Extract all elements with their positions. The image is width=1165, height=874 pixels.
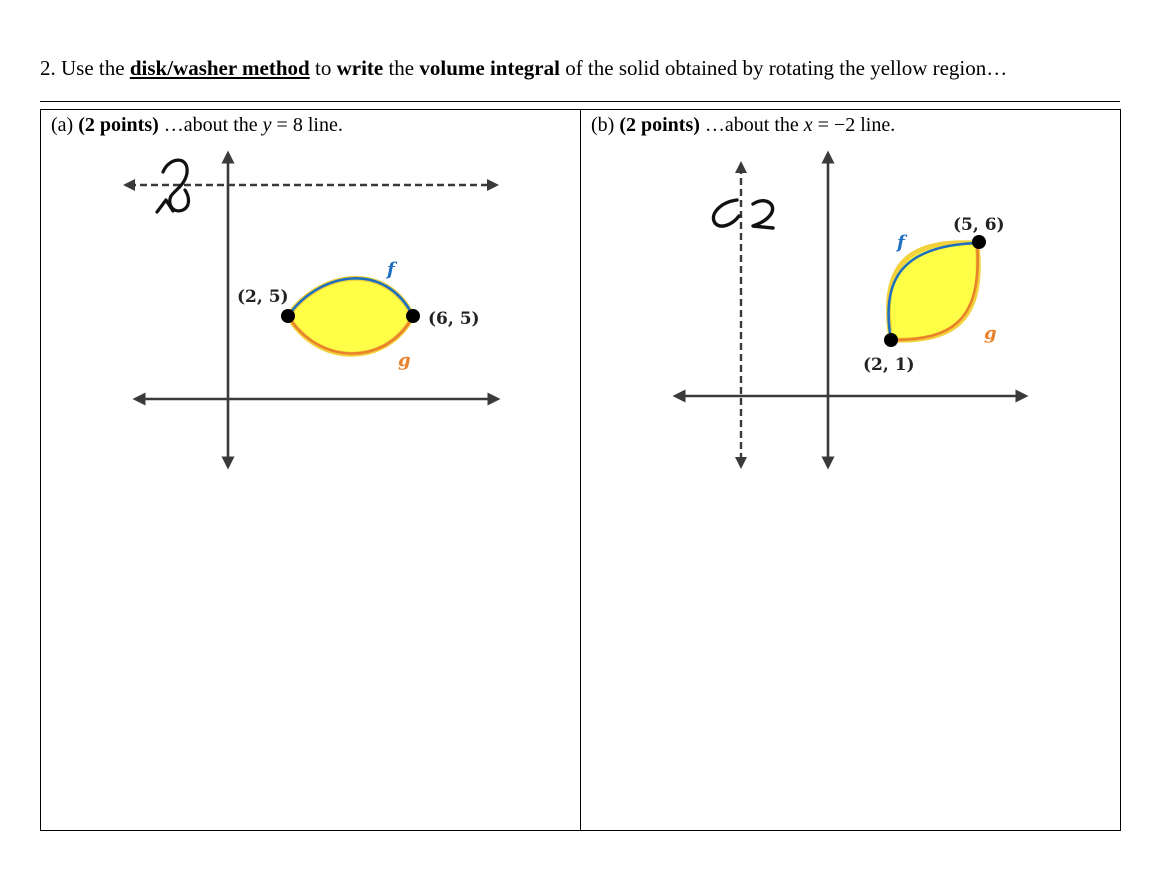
question-text-3: the — [388, 56, 415, 80]
part-a-text: …about the — [163, 114, 258, 136]
point-right-label: (6, 5) — [428, 309, 480, 329]
point-bottom-dot — [884, 333, 898, 347]
part-b-line: = −2 line. — [817, 114, 896, 136]
part-a-line: = 8 line. — [276, 114, 343, 136]
write-emphasis: write — [336, 56, 384, 80]
part-a-label: (a) — [51, 114, 74, 136]
point-bottom-label: (2, 1) — [863, 355, 915, 375]
point-top-dot — [972, 235, 986, 249]
point-left-label: (2, 5) — [237, 287, 289, 307]
g-label: g — [398, 350, 411, 371]
point-top-label: (5, 6) — [953, 215, 1005, 235]
question-text-2: to — [314, 56, 332, 80]
part-b-points: (2 points) — [619, 114, 700, 136]
rotation-arrow-icon — [713, 200, 773, 228]
g-label: g — [984, 323, 997, 344]
f-label: f — [387, 259, 395, 280]
question-underline-rule — [40, 101, 1120, 102]
part-a-points: (2 points) — [78, 114, 159, 136]
question-text — [40, 56, 1007, 81]
method-emphasis: disk/washer method — [129, 56, 310, 80]
question-text-4: of the solid obtained by rotating the yellow region… — [565, 56, 1008, 80]
point-left-dot — [281, 309, 295, 323]
part-b-variable: x — [803, 114, 813, 136]
part-b-figure — [581, 110, 1121, 830]
yellow-region — [889, 243, 979, 340]
part-a-figure — [41, 110, 581, 830]
part-a-cell — [41, 110, 580, 830]
f-label: f — [897, 232, 905, 253]
question-text-1: Use the — [61, 56, 125, 80]
question-number: 2. — [40, 56, 56, 80]
yellow-region — [288, 278, 413, 354]
part-a-variable: y — [262, 114, 272, 136]
part-b-cell — [580, 110, 1120, 830]
part-b-text: …about the — [704, 114, 799, 136]
part-b-label: (b) — [591, 114, 615, 136]
rotation-arrow-icon — [157, 160, 189, 212]
answer-grid — [40, 109, 1121, 831]
volume-integral-emphasis: volume integral — [419, 56, 560, 80]
point-right-dot — [406, 309, 420, 323]
